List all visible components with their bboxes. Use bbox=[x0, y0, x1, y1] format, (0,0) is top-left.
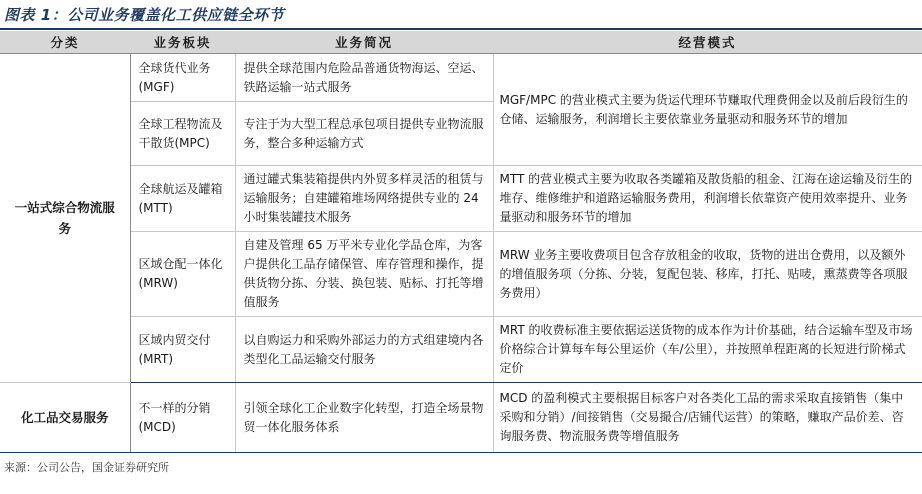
header-model: 经营模式 bbox=[493, 31, 922, 54]
segment-cell-mtt: 全球航运及罐箱(MTT) bbox=[130, 166, 235, 232]
header-category: 分类 bbox=[0, 31, 130, 54]
segment-cell-mrw: 区域仓配一体化(MRW) bbox=[130, 232, 235, 317]
model-cell-mrw: MRW 业务主要收费项目包含存放租金的收取，货物的进出仓费用，以及额外的增值服务项（分拣、分装，复配包装、移库，打托、贴唛，熏蒸费等各项服务费用） bbox=[493, 232, 922, 317]
segment-cell-mpc: 全球工程物流及干散货(MPC) bbox=[130, 102, 235, 166]
title-rule bbox=[0, 28, 922, 30]
overview-cell-mrw: 自建及管理 65 万平米专业化学品仓库，为客户提供化工品存储保管、库存管理和操作，提供货物分拣、分装、换包装、贴标、打托等增值服务 bbox=[235, 232, 493, 317]
table-row bbox=[0, 317, 922, 383]
model-cell-mcd: MCD 的盈利模式主要根据目标客户对各类化工品的需求采取直接销售（集中采购和分销）/间接销售（交易撮合/店铺代运营）的策略，赚取产品价差、咨询服务费、物流服务费等增值服务 bbox=[493, 383, 922, 453]
overview-cell-mtt: 通过罐式集装箱提供内外贸多样灵活的租赁与运输服务；自建罐箱堆场网络提供专业的 24 小时集装罐技术服务 bbox=[235, 166, 493, 232]
overview-cell-mgf: 提供全球范围内危险品普通货物海运、空运、铁路运输一站式服务 bbox=[235, 54, 493, 102]
table-row bbox=[0, 166, 922, 232]
business-table bbox=[0, 31, 922, 453]
segment-cell-mcd: 不一样的分销(MCD) bbox=[130, 383, 235, 453]
overview-cell-mpc: 专注于为大型工程总承包项目提供专业物流服务，整合多种运输方式 bbox=[235, 102, 493, 166]
table-row bbox=[0, 54, 922, 102]
figure-title: 图表 1：公司业务覆盖化工供应链全环节 bbox=[4, 6, 285, 24]
header-overview: 业务简况 bbox=[235, 31, 493, 54]
model-cell-mrt: MRT 的收费标准主要依据运送货物的成本作为计价基础，结合运输车型及市场价格综合计算每车每公里运价（车/公里），并按照单程距离的长短进行阶梯式定价 bbox=[493, 317, 922, 383]
overview-cell-mrt: 以自购运力和采购外部运力的方式组建境内各类型化工品运输交付服务 bbox=[235, 317, 493, 383]
category-cell-trading: 化工品交易服务 bbox=[0, 383, 130, 453]
source-note: 来源：公司公告，国金证券研究所 bbox=[4, 461, 169, 474]
header-segment: 业务板块 bbox=[130, 31, 235, 54]
overview-cell-mcd: 引领全球化工企业数字化转型，打造全场景物贸一体化服务体系 bbox=[235, 383, 493, 453]
segment-cell-mrt: 区域内贸交付(MRT) bbox=[130, 317, 235, 383]
table-row bbox=[0, 232, 922, 317]
model-cell-mtt: MTT 的营业模式主要为收取各类罐箱及散货船的租金、江海在途运输及衍生的堆存、维修维护和道路运输服务费用，利润增长依靠资产使用效率提升、业务量驱动和服务环节的增加 bbox=[493, 166, 922, 232]
header-row bbox=[0, 31, 922, 54]
table-row bbox=[0, 383, 922, 453]
segment-cell-mgf: 全球货代业务(MGF) bbox=[130, 54, 235, 102]
model-cell-mgf-mpc: MGF/MPC 的营业模式主要为货运代理环节赚取代理费佣金以及前后段衍生的仓储、运输服务，利润增长主要依靠业务量驱动和服务环节的增加 bbox=[493, 54, 922, 166]
category-cell-logistics: 一站式综合物流服务 bbox=[0, 54, 130, 383]
